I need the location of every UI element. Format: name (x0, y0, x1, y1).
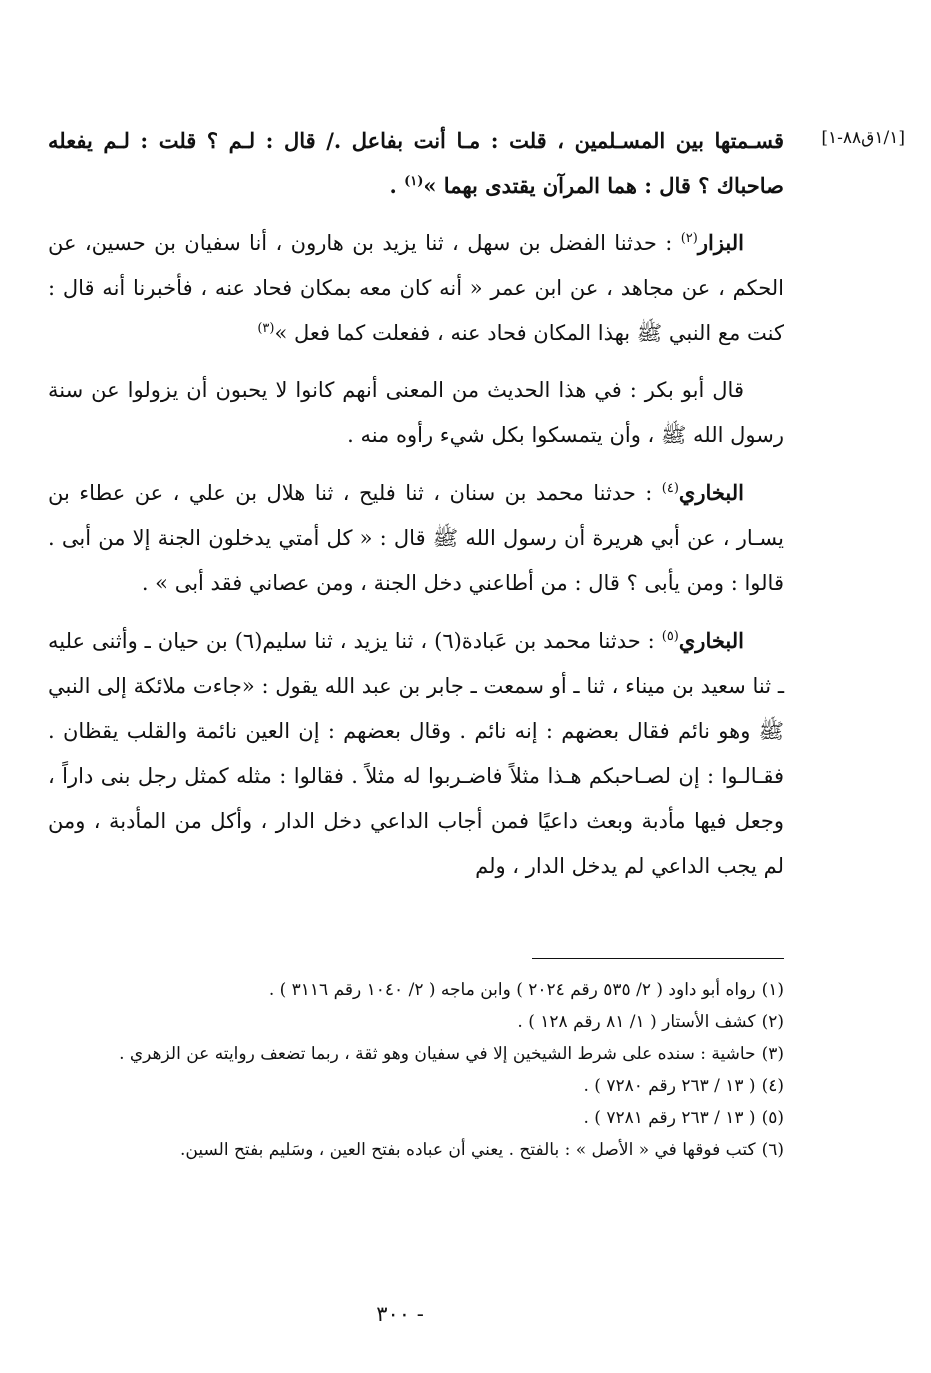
page-number: - ٣٠٠ (376, 1302, 424, 1326)
footnote-number: (١) (761, 980, 784, 1000)
footnote-number: (٢) (761, 1012, 784, 1032)
narrator-lead: البزار (697, 230, 744, 255)
paragraph-5 (48, 618, 784, 889)
footnote-text: ( ١٣ / ٢٦٣ رقم ٧٢٨١ ) . (583, 1108, 756, 1128)
footnote-ref-1: (١) (404, 174, 424, 189)
footnote-number: (٤) (761, 1076, 784, 1096)
paragraph-2-text: : حدثنا الفضل بن سهل ، ثنا يزيد بن هارون ، أنا سفيان بن حسين، عن الحكم ، عن مجاهد ، عن ابن عمر « أنه كان معه بمكان فحاد عنه ، فأخبرنا أنه قال : كنت مع النبي ﷺ بهذا المكان فحاد عنه ، ففعلت كما فعل » (48, 231, 784, 345)
footnote-number: (٣) (761, 1044, 784, 1064)
footnote-text: حاشية : سنده على شرط الشيخين إلا في سفيان وهو ثقة ، ربما تضعف روايته عن الزهري . (119, 1044, 756, 1064)
footnote-text: كشف الأستار ( ١/ ٨١ رقم ١٢٨ ) . (517, 1012, 756, 1032)
footnote-text: رواه أبو داود ( ٢/ ٥٣٥ رقم ٢٠٢٤ ) وابن ماجه ( ٢/ ١٠٤٠ رقم ٣١١٦ ) . (268, 980, 756, 1000)
paragraph-3 (48, 368, 784, 458)
footnote-ref-4: (٤) (661, 481, 679, 496)
paragraph-5-text: : حدثنا محمد بن عَبادة(٦) ، ثنا يزيد ، ثنا سليم(٦) بن حيان ـ وأثنى عليه ـ ثنا سعيد بن ميناء ، ثنا ـ أو سمعت ـ جابر بن عبد الله يقول : «جاءت ملائكة إلى النبي ﷺ وهو نائم فقال بعضهم : إنه نائم . وقال بعضهم : إن العين نائمة والقلب يقظان . فقـالـوا : إن لصـاحبكم هـذا مثلاً فاضـربوا له مثلاً . فقالوا : مثله كمثل رجل بنى داراً ، وجعل فيها مأدبة وبعث داعيًا فمن أجاب الداعي دخل الدار ، وأكل من المأدبة ، ومن لم يجب الداعي لم يدخل الدار ، ولم (48, 629, 784, 878)
paragraph-1 (48, 118, 784, 208)
footnote (48, 1038, 784, 1070)
footnote-number: (٦) (761, 1140, 784, 1160)
footnote-text: ( ١٣ / ٢٦٣ رقم ٧٢٨٠ ) . (583, 1076, 756, 1096)
paragraph-1-text: قسـمتها بين المسـلمين ، قلت : مـا أنت بفاعل ./ قال : لـم ؟ قلت : لـم يفعله صاحباك ؟ قال : هما المرآن يقتدى بهما » (48, 128, 784, 198)
manuscript-folio-note: [١/١ق٨٨-١] (821, 128, 905, 148)
footnote (48, 974, 784, 1006)
footnote-ref-3: (٣) (257, 321, 275, 336)
paragraph-1-end: . (389, 173, 405, 198)
footnote (48, 1134, 784, 1166)
footnote-number: (٥) (761, 1108, 784, 1128)
paragraph-4 (48, 470, 784, 606)
footnote (48, 1006, 784, 1038)
footnote (48, 1102, 784, 1134)
footnote (48, 1070, 784, 1102)
main-text (48, 118, 784, 901)
paragraph-4-text: : حدثنا محمد بن سنان ، ثنا فليح ، ثنا هلال بن علي ، عن عطاء بن يسـار ، عن أبي هريرة أن رسول الله ﷺ قال : « كل أمتي يدخلون الجنة إلا من أبى . قالوا : ومن يأبى ؟ قال : من أطاعني دخل الجنة ، ومن عصاني فقد أبى » . (48, 481, 784, 595)
footnotes (48, 974, 784, 1166)
footnote-ref-2: (٢) (680, 231, 698, 246)
footnote-ref-5: (٥) (661, 629, 679, 644)
footnote-text: كتب فوقها في « الأصل » : بالفتح . يعني أن عباده بفتح العين ، وسَليم بفتح السين. (180, 1140, 756, 1160)
narrator-lead: البخاري (678, 480, 744, 505)
footnote-separator (532, 958, 784, 959)
paragraph-2 (48, 220, 784, 356)
paragraph-3-text: قال أبو بكر : في هذا الحديث من المعنى أنهم كانوا لا يحبون أن يزولوا عن سنة رسول الله ﷺ ، وأن يتمسكوا بكل شيء رأوه منه . (48, 378, 784, 447)
narrator-lead: البخاري (678, 628, 744, 653)
